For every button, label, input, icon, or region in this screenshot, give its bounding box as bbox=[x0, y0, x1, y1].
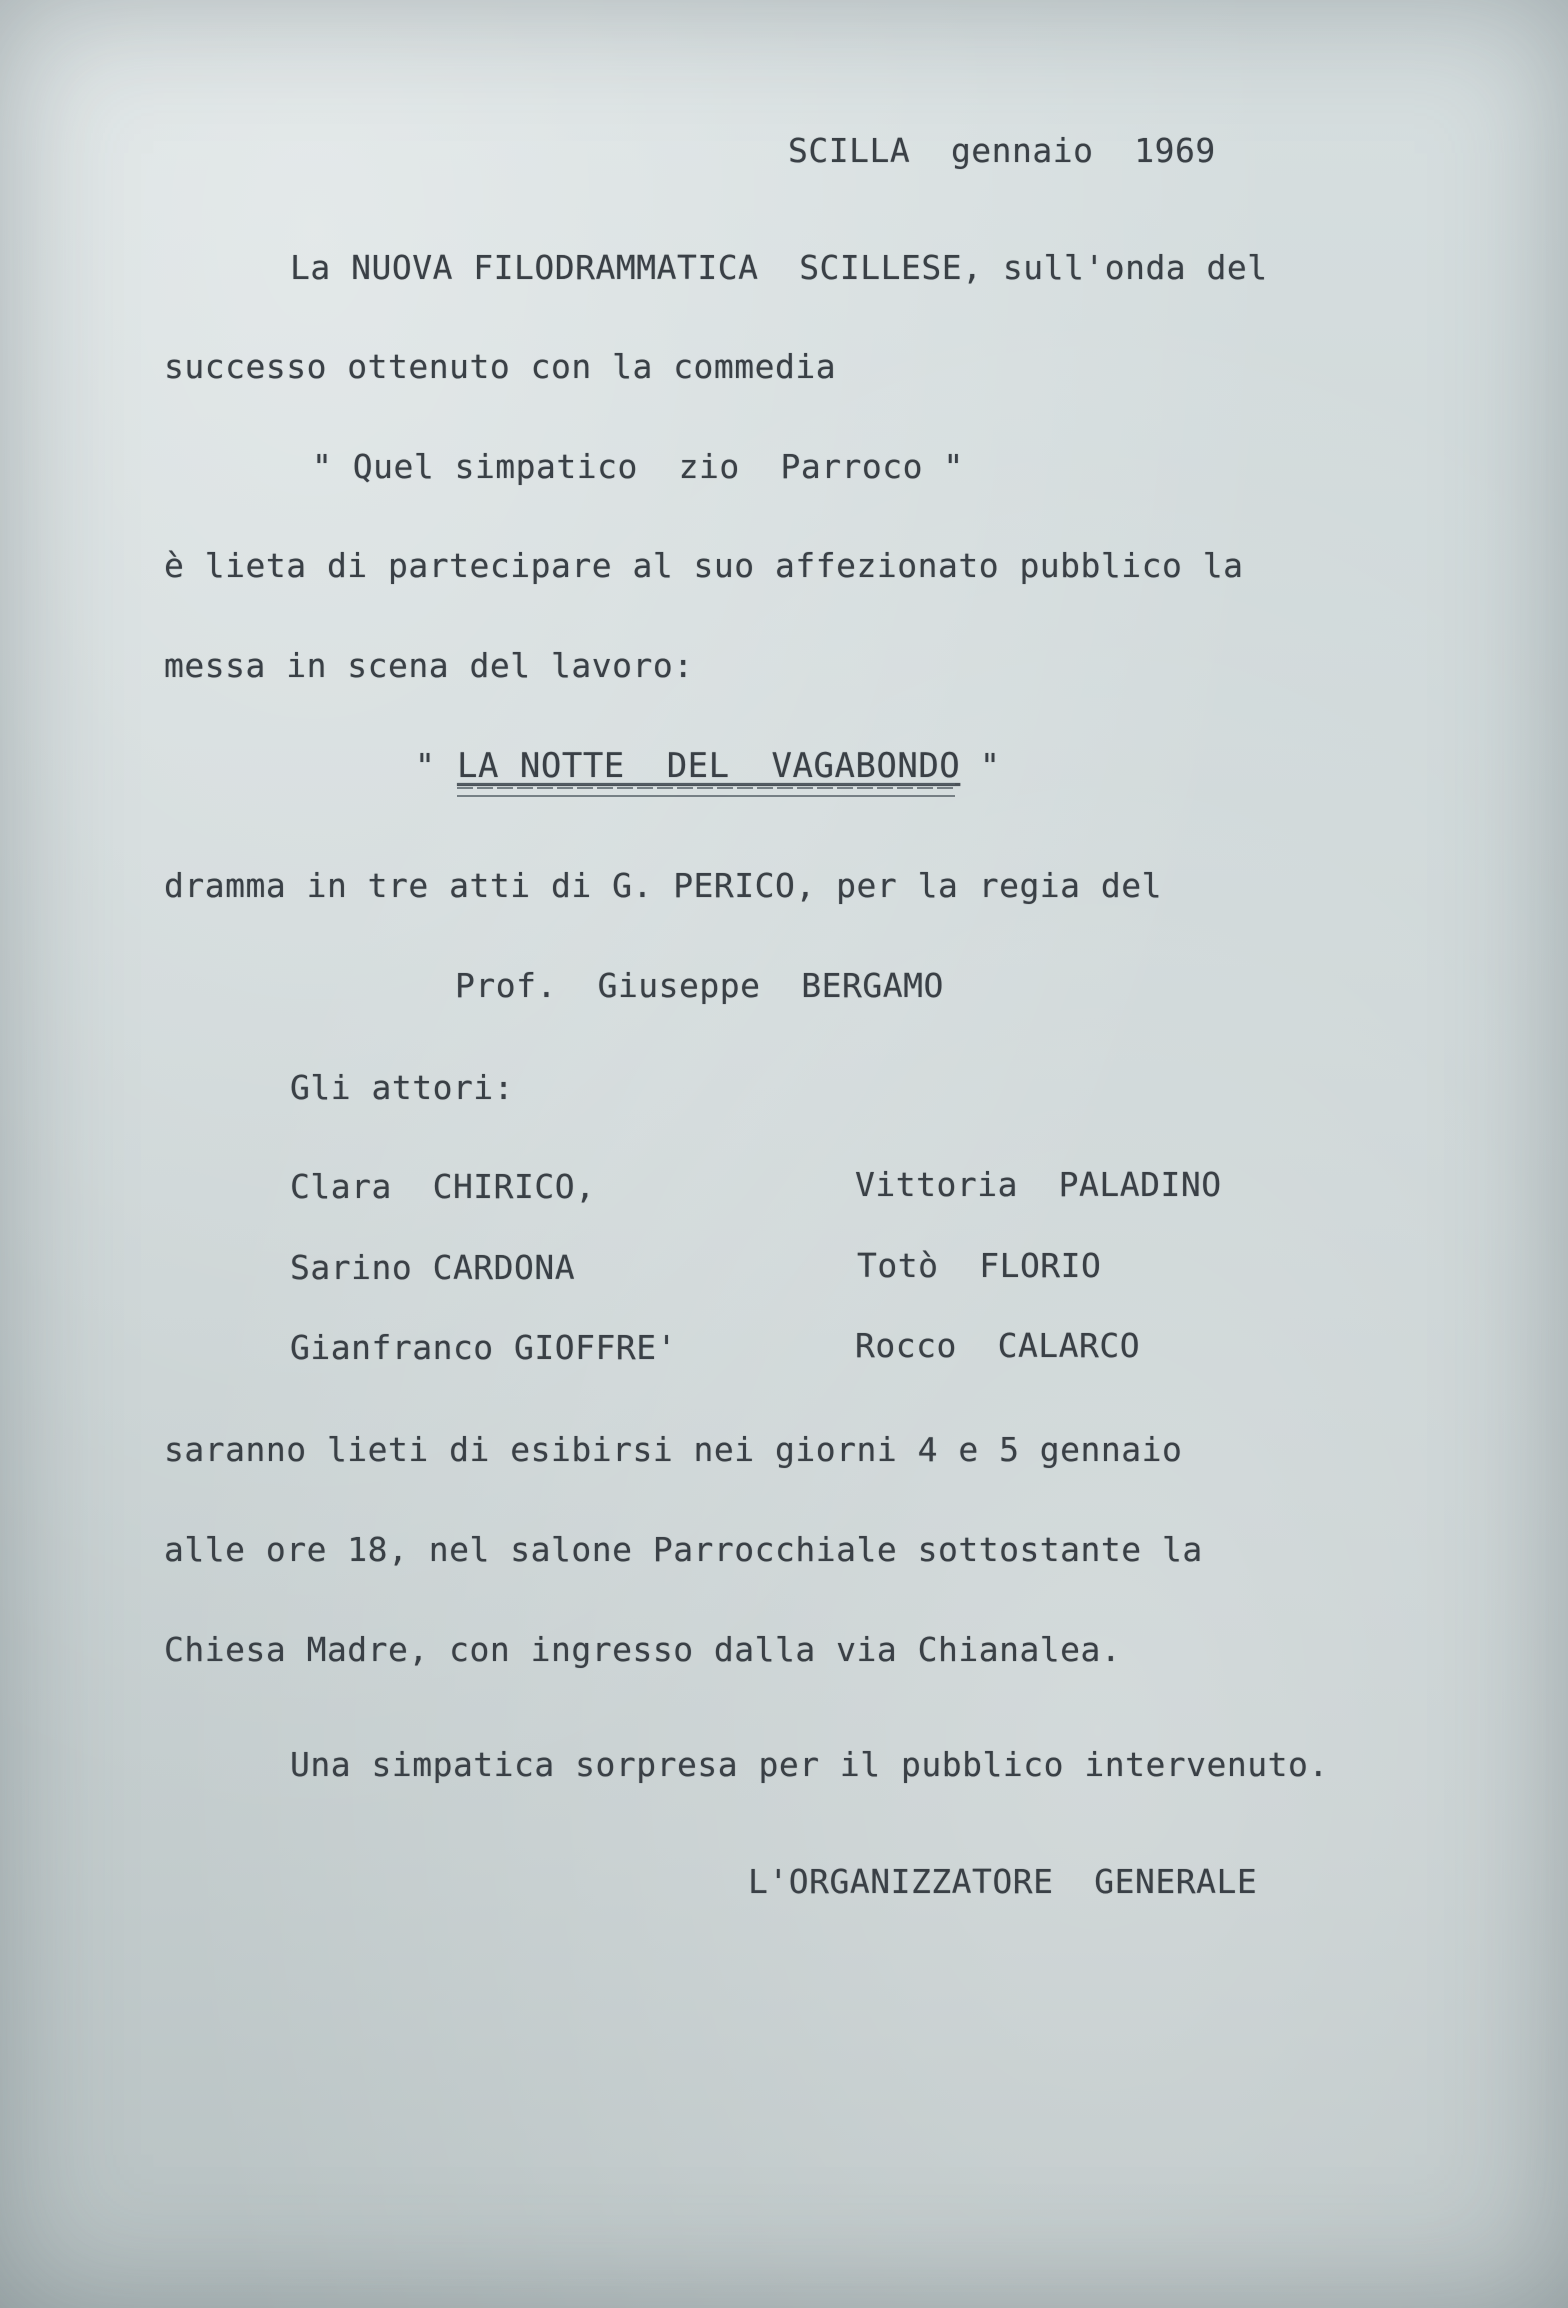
actor-right-1: Vittoria PALADINO bbox=[855, 1165, 1222, 1204]
actor-left-3: Gianfranco GIOFFRE' bbox=[290, 1328, 677, 1367]
actor-left-2: Sarino CARDONA bbox=[290, 1248, 576, 1287]
announce-line-1: è lieta di partecipare al suo affezionato pubblico la bbox=[164, 546, 1244, 585]
intro-line-1: La NUOVA FILODRAMMATICA SCILLESE, sull'onda del bbox=[290, 248, 1268, 287]
director-name: Prof. Giuseppe BERGAMO bbox=[455, 966, 944, 1005]
place-date: SCILLA gennaio 1969 bbox=[788, 131, 1216, 170]
intro-line-2: successo ottenuto con la commedia bbox=[164, 347, 837, 386]
announce-line-2: messa in scena del lavoro: bbox=[164, 646, 694, 685]
actor-right-2: Totò FLORIO bbox=[857, 1246, 1102, 1285]
schedule-line-1: saranno lieti di esibirsi nei giorni 4 e 5 gennaio bbox=[164, 1430, 1183, 1469]
play-title-quote-open: " bbox=[415, 746, 436, 785]
drama-line: dramma in tre atti di G. PERICO, per la regia del bbox=[164, 866, 1163, 905]
actor-right-3: Rocco CALARCO bbox=[855, 1326, 1141, 1365]
signature-line: L'ORGANIZZATORE GENERALE bbox=[748, 1862, 1258, 1901]
schedule-line-3: Chiesa Madre, con ingresso dalla via Chianalea. bbox=[164, 1630, 1122, 1669]
previous-play-title: " Quel simpatico zio Parroco " bbox=[312, 447, 964, 486]
actor-left-1: Clara CHIRICO, bbox=[290, 1167, 596, 1206]
schedule-line-2: alle ore 18, nel salone Parrocchiale sottostante la bbox=[164, 1530, 1203, 1569]
surprise-line: Una simpatica sorpresa per il pubblico intervenuto. bbox=[290, 1745, 1329, 1784]
play-title-quote-close: " bbox=[980, 746, 1001, 785]
play-title-double-underline bbox=[457, 783, 955, 797]
actors-heading: Gli attori: bbox=[290, 1068, 515, 1107]
play-title: LA NOTTE DEL VAGABONDO bbox=[457, 746, 961, 786]
